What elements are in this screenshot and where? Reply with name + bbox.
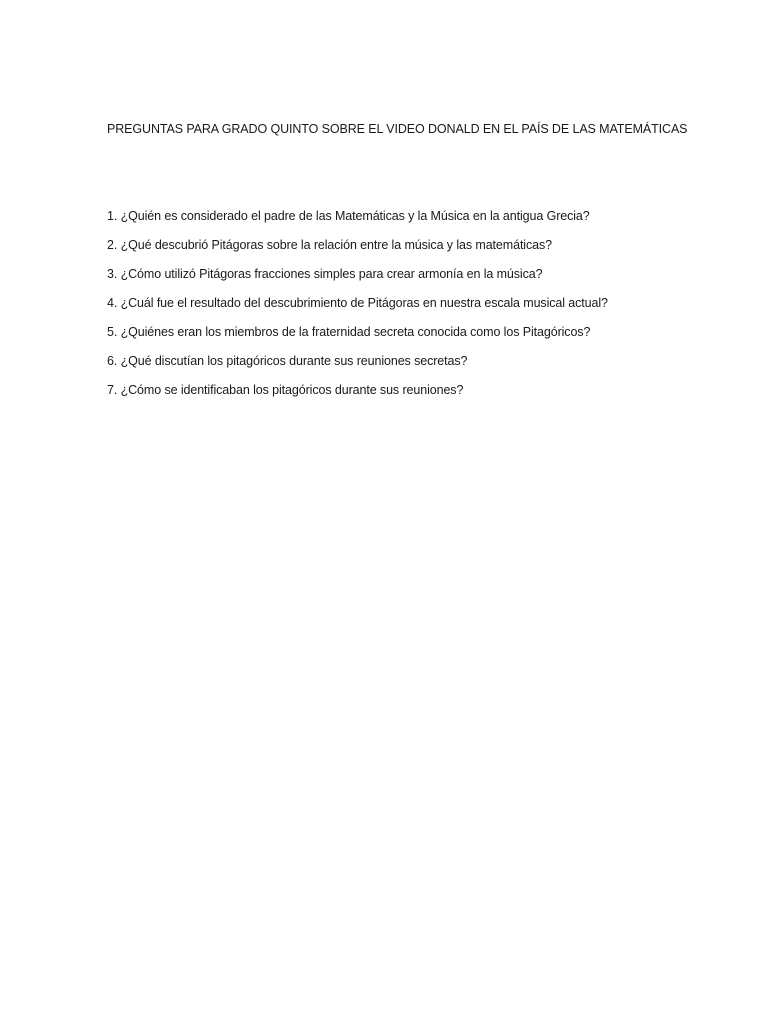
question-list [107,208,727,411]
document-title: PREGUNTAS PARA GRADO QUINTO SOBRE EL VIDEO DONALD EN EL PAÍS DE LAS MATEMÁTICAS [107,122,688,136]
question-item-7: 7. ¿Cómo se identificaban los pitagóricos durante sus reuniones? [107,383,464,397]
question-item-5: 5. ¿Quiénes eran los miembros de la fraternidad secreta conocida como los Pitagóricos? [107,325,591,339]
question-item-2: 2. ¿Qué descubrió Pitágoras sobre la relación entre la música y las matemáticas? [107,238,552,252]
question-item-4: 4. ¿Cuál fue el resultado del descubrimiento de Pitágoras en nuestra escala musical actual? [107,296,608,310]
question-item-3: 3. ¿Cómo utilizó Pitágoras fracciones simples para crear armonía en la música? [107,267,543,281]
question-item-1: 1. ¿Quién es considerado el padre de las Matemáticas y la Música en la antigua Grecia? [107,209,590,223]
question-item-6: 6. ¿Qué discutían los pitagóricos durante sus reuniones secretas? [107,354,468,368]
